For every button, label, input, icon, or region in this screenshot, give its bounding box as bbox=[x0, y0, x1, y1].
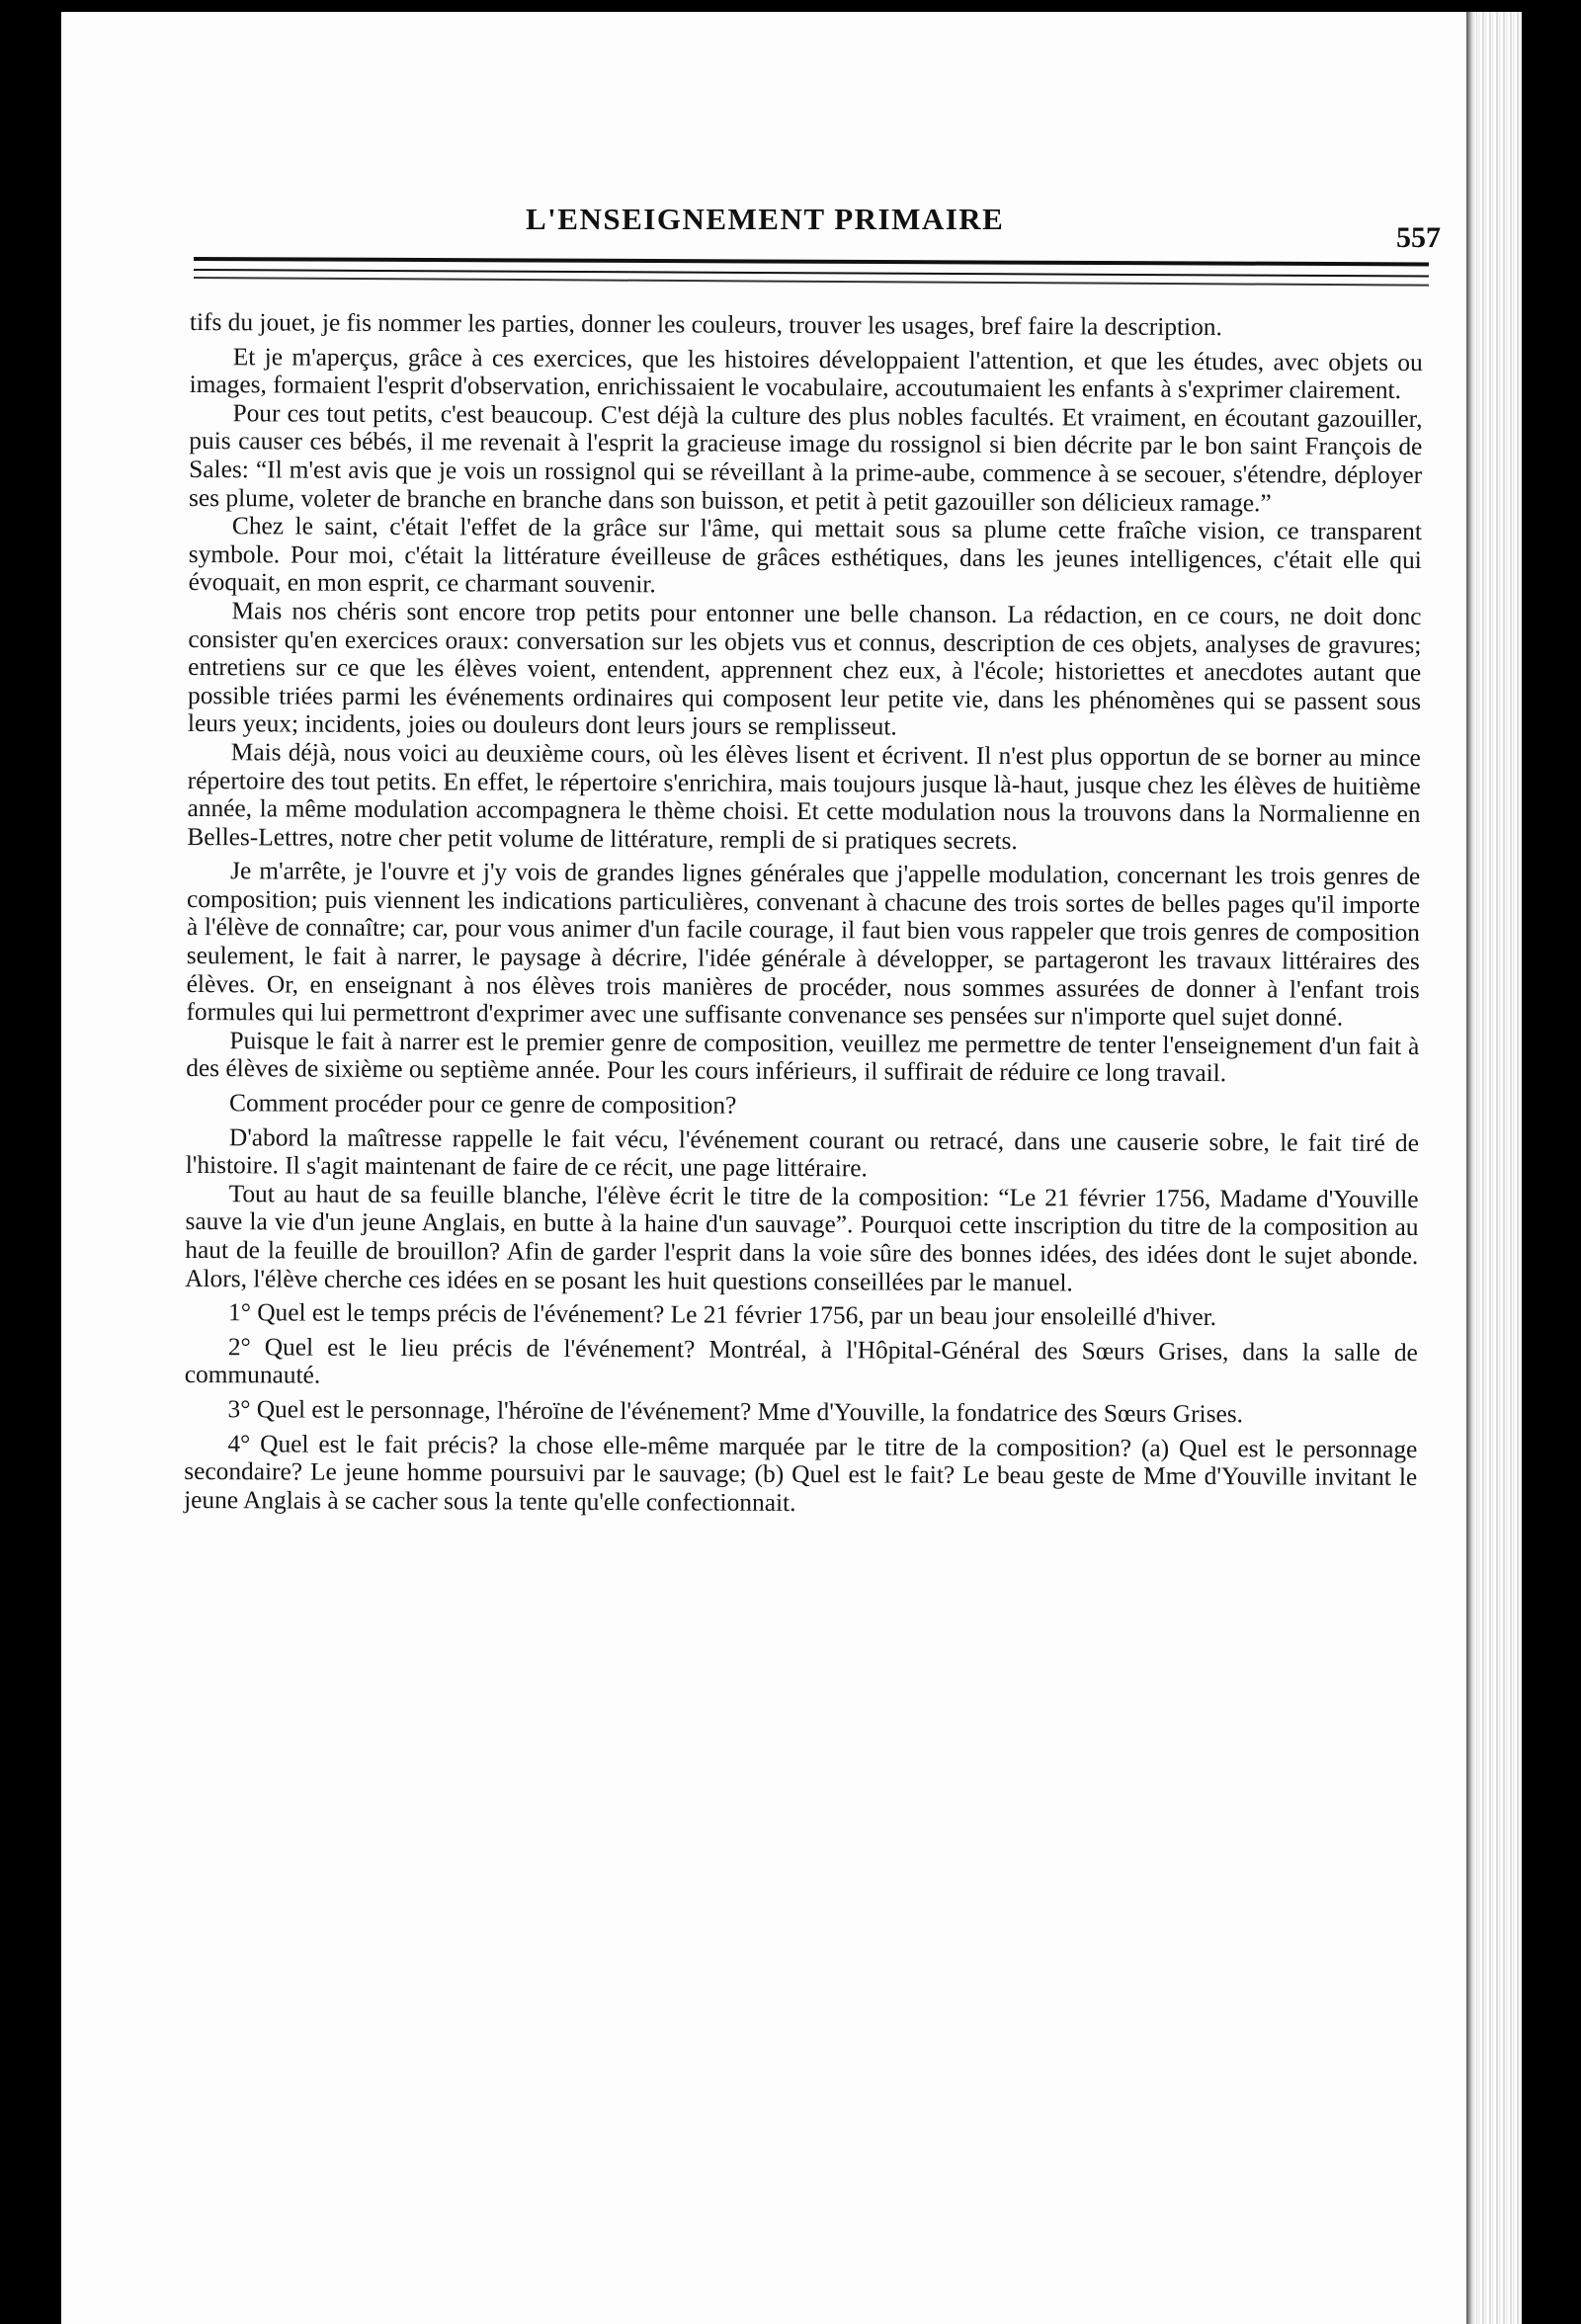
paragraph: Je m'arrête, je l'ouvre et j'y vois de grandes lignes générales que j'appelle modulation, concernant les trois genres de composition; puis viennent les indications particulières, convenant à chacune des trois sortes de belles pages qu'il importe à l'élève de connaître; car, pour vous animer d'un facile courage, il faut bien vous rappeler que trois genres de composition seulement, le fait à narrer, le paysage à décrire, l'idée générale à développer, se partageront les travaux littéraires des élèves. Or, en enseignant à nos élèves trois manières de procéder, nous sommes assurées de donner à l'enfant trois formules qui lui permettront d'exprimer avec une suffisante convenance ses pensées sur n'importe quel sujet donné. bbox=[186, 857, 1421, 1032]
header-rule-thin-lower bbox=[194, 277, 1429, 287]
paragraph: Pour ces tout petits, c'est beaucoup. C'est déjà la culture des plus nobles facultés. Et vraiment, en écoutant gazouiller, puis causer ces bébés, il me revenait à l'esprit la gracieuse image du rossignol si bien décrite par le bon saint François de Sales: “Il m'est avis que je vois un rossignol qui se réveillant à la prime-aube, commence à se secouer, s'étendre, déployer ses plume, voleter de branche en branche dans son buisson, et petit à petit gazouiller son délicieux ramage.” bbox=[188, 398, 1423, 517]
paragraph: Puisque le fait à narrer est le premier genre de composition, veuillez me permettre de tenter l'enseignement d'un fait à des élèves de sixième ou septième année. Pour les cours inférieurs, il suffirait de réduire ce long travail. bbox=[186, 1027, 1420, 1088]
header-rule-thick bbox=[194, 257, 1429, 266]
page-edge-shadow bbox=[1466, 12, 1476, 2324]
paragraph: Comment procéder pour ce genre de composition? bbox=[229, 1089, 737, 1120]
scan-border bbox=[0, 0, 61, 2324]
paragraph: Chez le saint, c'était l'effet de la grâce sur l'âme, qui mettait sous sa plume cette fraîche vision, ce transparent symbole. Pour moi, c'était la littérature éveilleuse de grâces esthétiques, dans les jeunes intelligences, c'était elle qui évoquait, en mon esprit, ce charmant souvenir. bbox=[188, 512, 1422, 599]
page-number: 557 bbox=[1396, 221, 1441, 254]
paragraph: Mais déjà, nous voici au deuxième cours, où les élèves lisent et écrivent. Il n'est plus opportun de se borner au mince répertoire des tout petits. En effet, le répertoire s'enrichira, mais toujours jusque là-haut, jusque chez les élèves de huitième année, la même modulation accompagnera le thème choisi. Et cette modulation nous la trouvons dans la Normalienne en Belles-Lettres, notre cher petit volume de littérature, rempli de si pratiques secrets. bbox=[187, 738, 1421, 855]
question-item: 2° Quel est le lieu précis de l'événement? Montréal, à l'Hôpital-Général des Sœurs Grises, dans la salle de communauté. bbox=[184, 1332, 1418, 1390]
page-edge bbox=[1466, 12, 1522, 2324]
question-item: 1° Quel est le temps précis de l'événement? Le 21 février 1756, par un beau jour ensoleillé d'hiver. bbox=[227, 1298, 1217, 1332]
paragraph: tifs du jouet, je fis nommer les parties, donner les couleurs, trouver les usages, bref faire la description. bbox=[189, 308, 1222, 342]
running-head: L'ENSEIGNEMENT PRIMAIRE bbox=[526, 202, 1005, 236]
page-body bbox=[184, 308, 1423, 1520]
question-item: 3° Quel est le personnage, l'héroïne de l'événement? Mme d'Youville, la fondatrice des Sœurs Grises. bbox=[227, 1395, 1244, 1429]
paragraph: D'abord la maîtresse rappelle le fait vécu, l'événement courant ou retracé, dans une causerie sobre, le fait tiré de l'histoire. Il s'agit maintenant de faire de ce récit, une page littéraire. bbox=[185, 1122, 1419, 1183]
paragraph: Mais nos chéris sont encore trop petits pour entonner une belle chanson. La rédaction, en ce cours, ne doit donc consister qu'en exercices oraux: conversation sur les objets vus et connus, description de ces objets, analyses de gravures; entretiens sur ce que les élèves voient, entendent, apprennent chez eux, à l'école; historiettes et anecdotes autant que possible triées parmi les événements ordinaires qui composent leur petite vie, dans les phénomènes qui se passent sous leurs yeux; incidents, joies ou douleurs dont leurs jours se remplisseut. bbox=[187, 597, 1422, 741]
paragraph: Tout au haut de sa feuille blanche, l'élève écrit le titre de la composition: “Le 21 février 1756, Madame d'Youville sauve la vie d'un jeune Anglais, en butte à la haine d'un sauvage”. Pourquoi cette inscription du titre de la composition au haut de la feuille de brouillon? Afin de garder l'esprit dans la voie sûre des bonnes idées, des idées dont le sujet abonde. Alors, l'élève cherche ces idées en se posant les huit questions conseillées par le manuel. bbox=[185, 1180, 1419, 1296]
book-page bbox=[61, 12, 1522, 2324]
page-header bbox=[249, 188, 1441, 257]
paragraph: Et je m'aperçus, grâce à ces exercices, que les histoires développaient l'attention, et que les études, avec objets ou images, formaient l'esprit d'observation, enrichissaient le vocabulaire, accoutumaient les enfants à s'exprimer clairement. bbox=[189, 342, 1423, 405]
header-rule-thin bbox=[194, 269, 1429, 278]
question-item: 4° Quel est le fait précis? la chose elle-même marquée par le titre de la composition? (a) Quel est le personnage secondaire? Le jeune homme poursuivi par le sauvage; (b) Quel est le fait? Le beau geste de Mme d'Youville invitant le jeune Anglais à se cacher sous la tente qu'elle confectionnait. bbox=[184, 1429, 1418, 1517]
